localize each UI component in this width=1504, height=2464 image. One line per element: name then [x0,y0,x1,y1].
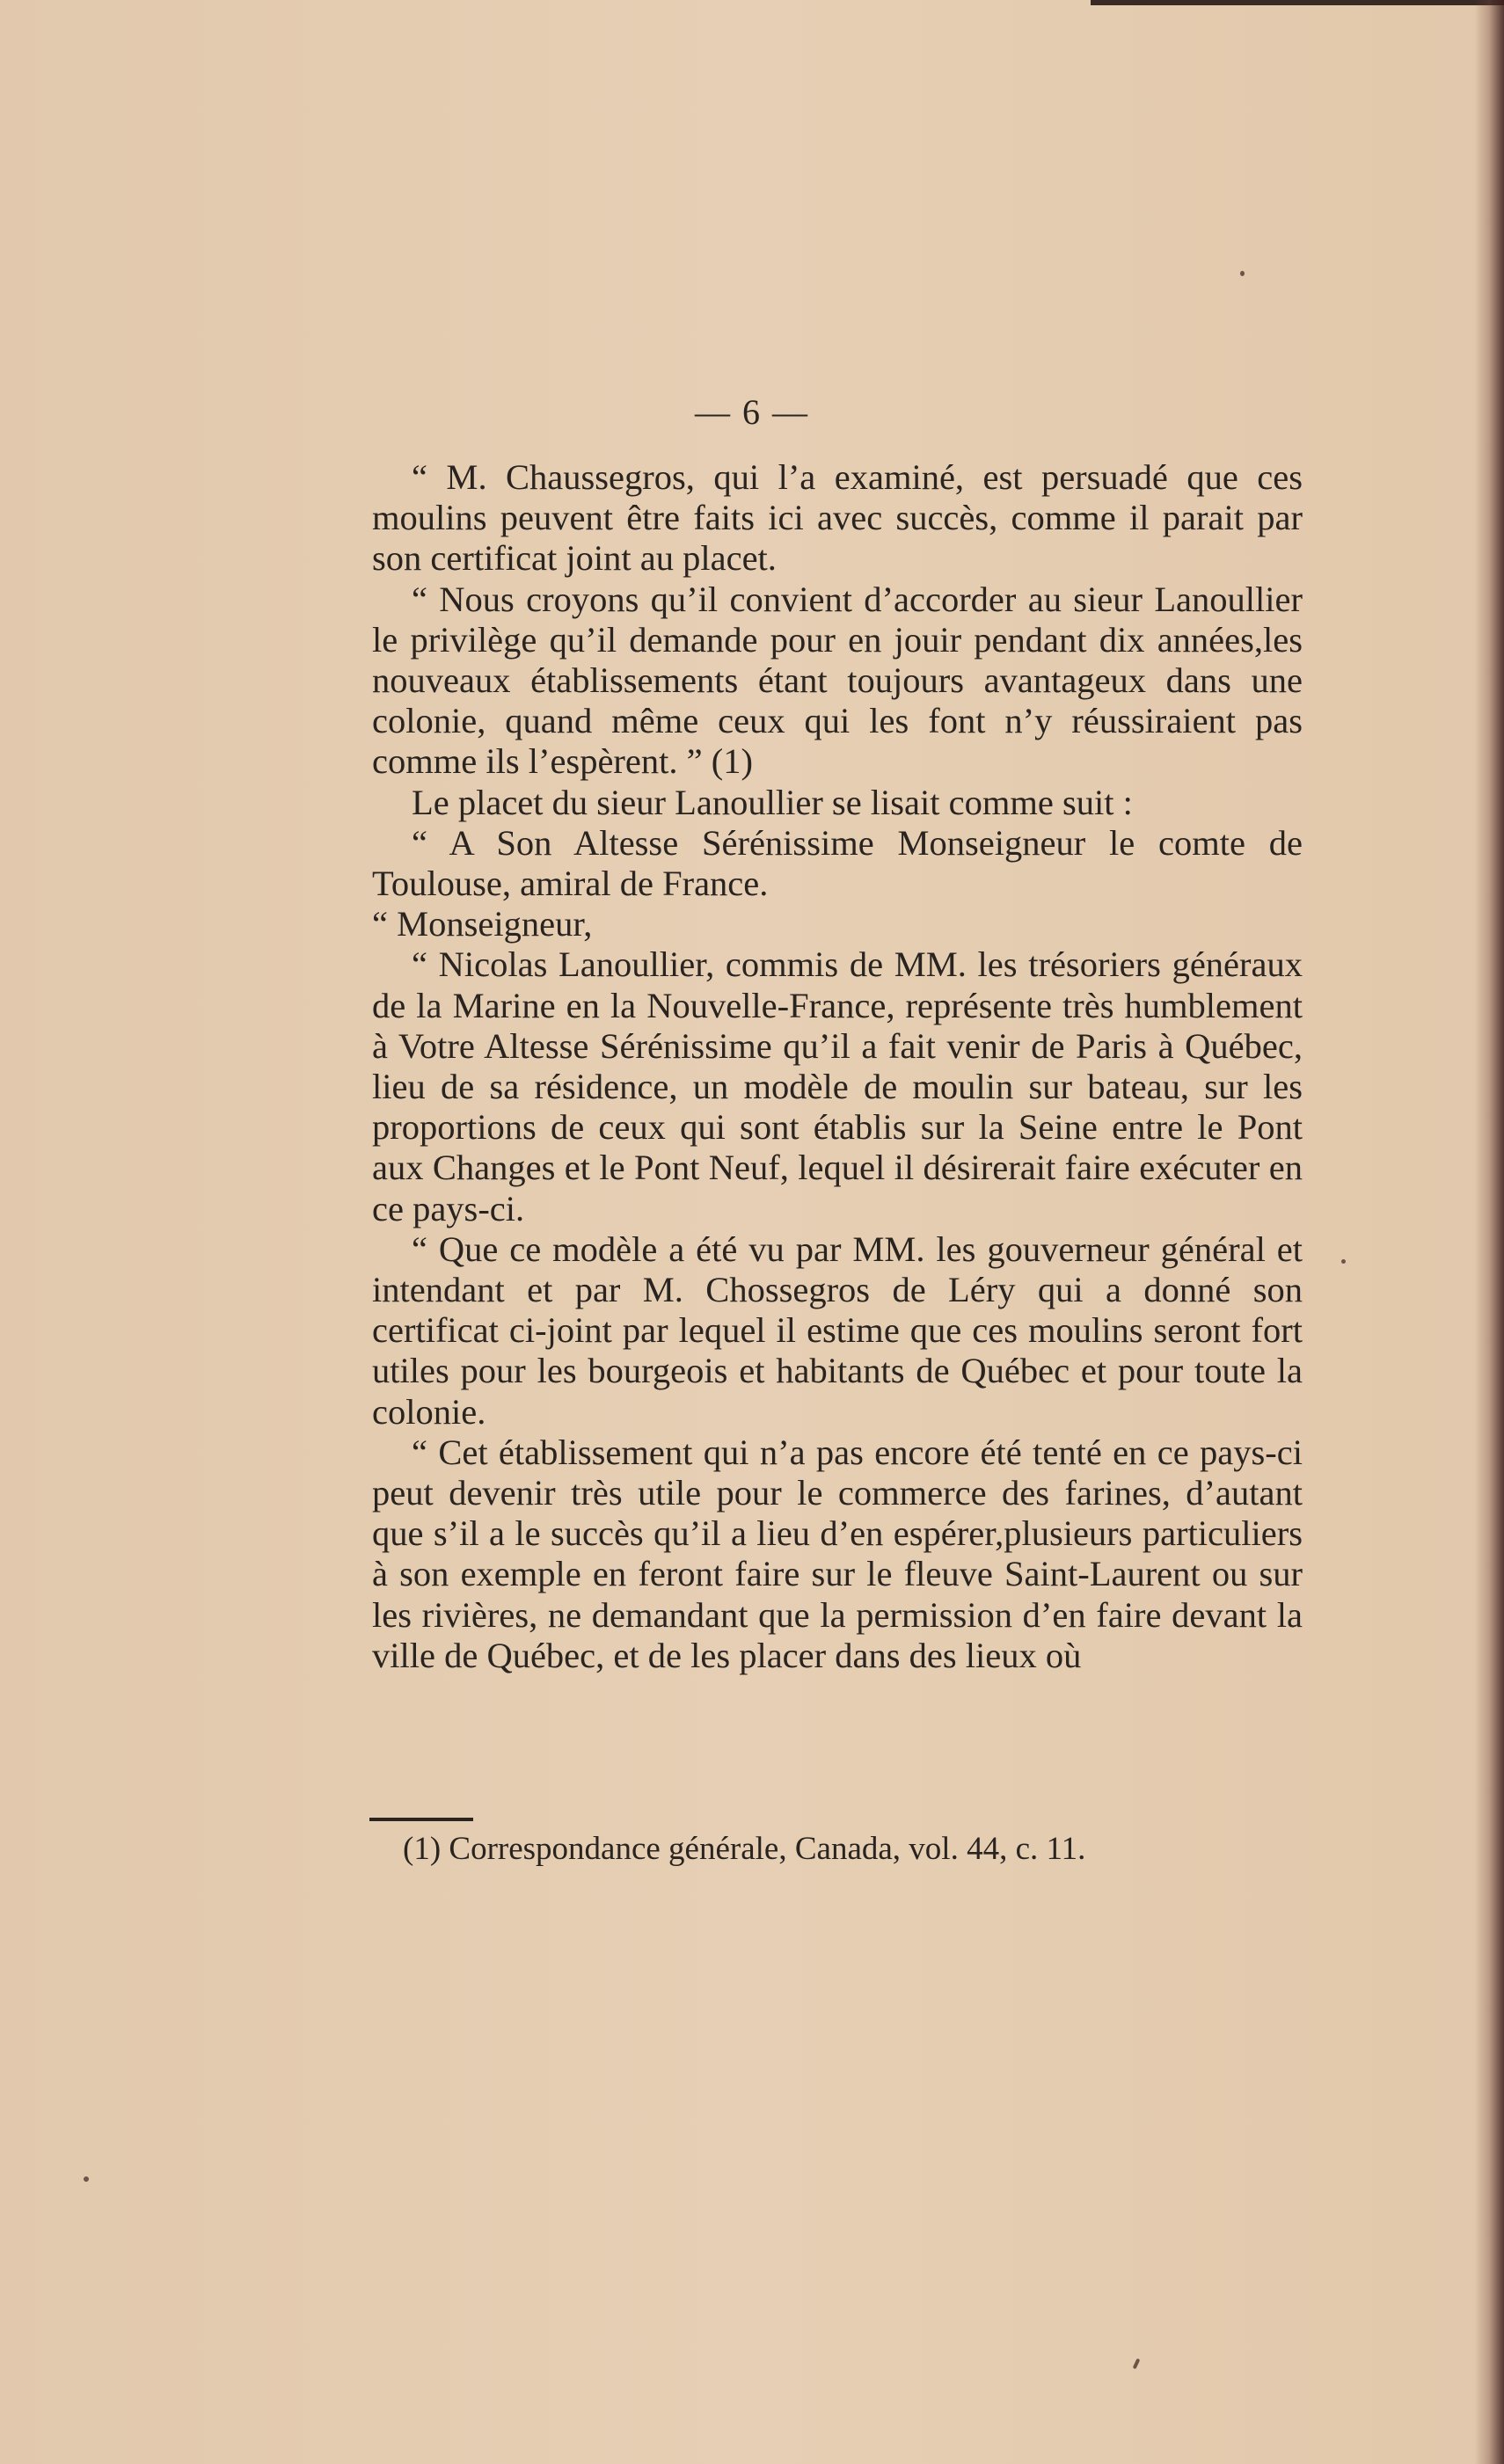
page-right-edge [1474,0,1504,2464]
paragraph: “ Nous croyons qu’il convient d’accorder au sieur Lanoullier le privilège qu’il demande pour en jouir pendant dix années,les nouveaux établissements étant toujours avantageux dans une colonie, quand même ceux qui les font n’y réussiraient pas comme ils l’espèrent. ” (1) [372,579,1303,782]
page-top-edge [1091,0,1504,5]
footnote-rule [369,1818,473,1821]
paragraph: “ Nicolas Lanoullier, commis de MM. les trésoriers généraux de la Marine en la Nouvelle-France, représente très humblement à Votre Altesse Sérénissime qu’il a fait venir de Paris à Québec, lieu de sa résidence, un modèle de moulin sur bateau, sur les proportions de ceux qui sont établis sur la Seine entre le Pont aux Changes et le Pont Neuf, lequel il désirerait faire exécuter en ce pays-ci. [372,944,1303,1228]
body-text [372,457,1303,1676]
paper-speck [1240,271,1245,276]
paper-speck [1341,1259,1346,1264]
page-number: — 6 — [695,392,809,432]
paragraph: Le placet du sieur Lanoullier se lisait comme suit : [412,782,1133,822]
paragraph: “ Cet établissement qui n’a pas encore été tenté en ce pays-ci peut devenir très utile pour le commerce des farines, d’autant que s’il a le succès qu’il a lieu d’en espérer,plusieurs particuliers à son exemple en feront faire sur le fleuve Saint-Laurent ou sur les rivières, ne demandant que la permission d’en faire devant la ville de Québec, et de les placer dans des lieux où [372,1432,1303,1675]
paper-speck [84,2176,89,2182]
footnote: (1) Correspondance générale, Canada, vol. 44, c. 11. [403,1831,1086,1867]
paper-speck [1133,2358,1141,2370]
paragraph: “ M. Chaussegros, qui l’a examiné, est persuadé que ces moulins peuvent être faits ici avec succès, comme il parait par son certificat joint au placet. [372,457,1303,579]
paragraph: “ A Son Altesse Sérénissime Monseigneur le comte de Toulouse, amiral de France. [372,822,1303,904]
paragraph: “ Monseigneur, [372,904,593,944]
paragraph: “ Que ce modèle a été vu par MM. les gouverneur général et intendant et par M. Chossegros de Léry qui a donné son certificat ci-joint par lequel il estime que ces moulins seront fort utiles pour les bourgeois et habitants de Québec et pour toute la colonie. [372,1228,1303,1432]
